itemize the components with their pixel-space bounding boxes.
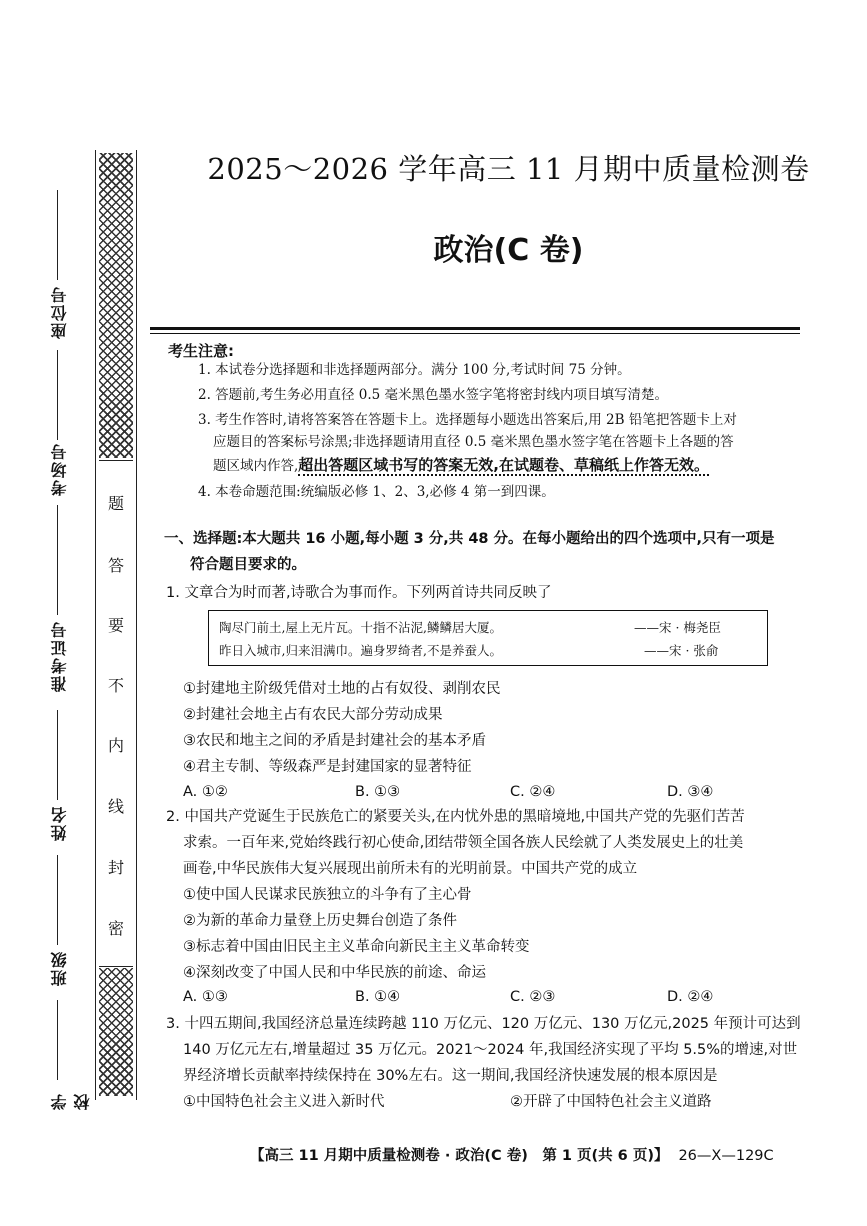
seal-char: 要 (107, 616, 124, 635)
notice-item-3-cont2 (213, 454, 808, 477)
seal-line-box (99, 460, 133, 967)
question-2-option-4: ④深刻改变了中国人民和中华民族的前途、命运 (183, 965, 486, 981)
seal-char: 内 (107, 736, 124, 755)
question-3-stem-1: 3. 十四五期间,我国经济总量连续跨越 110 万亿元、120 万亿元、130 万亿元,2025 年预计可达到 (166, 1016, 801, 1032)
question-3-stem-2: 140 万亿元左右,增量超过 35 万亿元。2021～2024 年,我国经济实现了平均 5.5%的增速,对世 (183, 1042, 798, 1058)
fill-line (57, 505, 58, 615)
fill-line (57, 190, 58, 280)
notice-item-3-cont: 应题目的答案标号涂黑;非选择题请用直径 0.5 毫米黑色墨水签字笔在答题卡上各题的答 (213, 434, 734, 450)
question-1-choice-a: A. ①② (183, 784, 228, 800)
question-1-option-4: ④君主专制、等级森严是封建国家的显著特征 (183, 759, 472, 775)
question-1-stem: 1. 文章合为时而著,诗歌合为事而作。下列两首诗共同反映了 (166, 585, 552, 601)
seal-char: 答 (107, 556, 124, 575)
question-1-choice-d: D. ③④ (667, 784, 714, 800)
question-1-choice-b: B. ①③ (355, 784, 401, 800)
exam-room-label: 考场号 (50, 442, 69, 496)
seal-strip (95, 150, 137, 1100)
notice-emphasis: 超出答题区域书写的答案无效,在试题卷、草稿纸上作答无效。 (298, 456, 709, 474)
notice-item-1: 1. 本试卷分选择题和非选择题两部分。满分 100 分,考试时间 75 分钟。 (198, 362, 631, 378)
seal-char: 密 (107, 919, 124, 938)
question-2-choice-a: A. ①③ (183, 989, 228, 1005)
poem-author-2: ——宋 · 张俞 (644, 643, 719, 658)
question-2-stem-1: 2. 中国共产党诞生于民族危亡的紧要关头,在内忧外患的黑暗境地,中国共产党的先驱们苦苦 (166, 809, 745, 825)
question-2-option-3: ③标志着中国由旧民主主义革命向新民主主义革命转变 (183, 939, 530, 955)
seal-char: 不 (107, 676, 124, 695)
poem-author-1: ——宋 · 梅尧臣 (634, 620, 721, 635)
seal-char: 题 (107, 494, 124, 513)
header-divider (150, 327, 800, 330)
question-3-stem-3: 界经济增长贡献率持续保持在 30%左右。这一期间,我国经济快速发展的根本原因是 (183, 1068, 718, 1084)
question-3-option-1: ①中国特色社会主义进入新时代 (183, 1094, 385, 1110)
question-2-option-1: ①使中国人民谋求民族独立的斗争有了主心骨 (183, 887, 472, 903)
class-label: 班级 (50, 950, 69, 986)
name-label: 姓名 (50, 805, 69, 841)
fill-line (57, 855, 58, 945)
notice-text: 题区域内作答, (213, 458, 299, 474)
question-1-option-1: ①封建地主阶级凭借对土地的占有奴役、剥削农民 (183, 681, 501, 697)
question-2-choice-d: D. ②④ (667, 989, 714, 1005)
page-footer (250, 1144, 774, 1165)
poem-line-1: 陶尽门前土,屋上无片瓦。十指不沾泥,鳞鳞居大厦。 (219, 620, 502, 635)
poem-line-2: 昨日入城市,归来泪满巾。遍身罗绮者,不是养蚕人。 (219, 643, 502, 658)
notice-item-4: 4. 本卷命题范围:统编版必修 1、2、3,必修 4 第一到四课。 (198, 484, 555, 500)
question-2-stem-3: 画卷,中华民族伟大复兴展现出前所未有的光明前景。中国共产党的成立 (183, 861, 638, 877)
fill-line (57, 1000, 58, 1080)
subject-title: 政治(C 卷) (433, 233, 584, 268)
question-2-choice-b: B. ①④ (355, 989, 401, 1005)
decorative-pattern (99, 153, 133, 458)
question-1-choice-c: C. ②④ (510, 784, 556, 800)
question-2-option-2: ②为新的革命力量登上历史舞台创造了条件 (183, 913, 457, 929)
question-1-option-2: ②封建社会地主占有农民大部分劳动成果 (183, 707, 443, 723)
question-3-option-2: ②开辟了中国特色社会主义道路 (510, 1094, 712, 1110)
question-2-choice-c: C. ②③ (510, 989, 556, 1005)
seal-char: 封 (107, 858, 124, 877)
fill-line (57, 710, 58, 800)
notice-item-3: 3. 考生作答时,请将答案答在答题卡上。选择题每小题选出答案后,用 2B 铅笔把答题卡上对 (198, 412, 737, 428)
seat-number-label: 座位号 (50, 285, 69, 339)
section-heading-cont: 符合题目要求的。 (190, 557, 306, 573)
header-divider-thin (150, 333, 800, 334)
binding-margin (30, 150, 90, 1110)
decorative-pattern (99, 968, 133, 1096)
footer-text: 【高三 11 月期中质量检测卷 · 政治(C 卷) 第 1 页(共 6 页)】 (250, 1148, 669, 1164)
section-heading: 一、选择题:本大题共 16 小题,每小题 3 分,共 48 分。在每小题给出的四个选项中,只有一项是 (164, 531, 775, 547)
seal-char: 线 (107, 797, 124, 816)
admission-number-label: 准考证号 (50, 620, 69, 692)
fill-line (57, 350, 58, 440)
school-label: 学校 (50, 1092, 92, 1110)
poem-box (208, 610, 768, 666)
notice-item-2: 2. 答题前,考生务必用直径 0.5 毫米黑色墨水签字笔将密封线内项目填写清楚。 (198, 387, 669, 403)
question-2-stem-2: 求索。一百年来,党始终践行初心使命,团结带领全国各族人民绘就了人类发展史上的壮美 (183, 835, 744, 851)
question-1-option-3: ③农民和地主之间的矛盾是封建社会的基本矛盾 (183, 733, 486, 749)
notice-heading: 考生注意: (168, 342, 234, 360)
paper-code: 26—X—129C (678, 1148, 774, 1164)
exam-title: 2025～2026 学年高三 11 月期中质量检测卷 (207, 152, 810, 186)
